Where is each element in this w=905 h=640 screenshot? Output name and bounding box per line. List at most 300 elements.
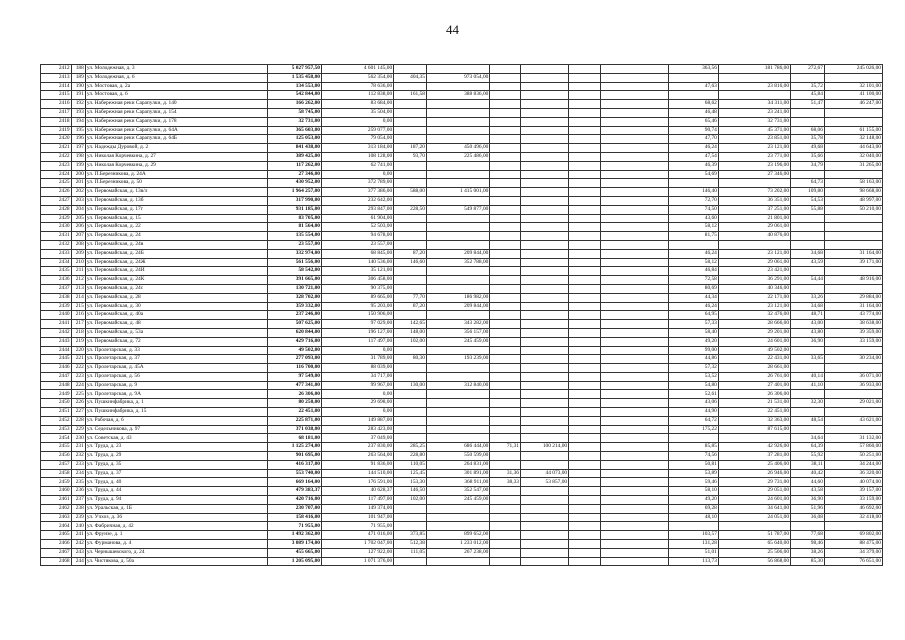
volume-col-2-cell	[490, 276, 521, 285]
volume-col-5-cell: 54,69	[668, 170, 718, 179]
sub-number-cell: 204	[71, 205, 85, 214]
volume-col-3-cell	[569, 469, 601, 478]
row-number-cell: 2434	[41, 258, 72, 267]
row-number-cell: 2450	[41, 399, 72, 408]
table-row	[41, 161, 883, 170]
page-number: 44	[446, 22, 459, 37]
cost-col-1-cell: 83 684,00	[322, 100, 394, 109]
volume-col-1-cell	[394, 232, 427, 241]
row-number-cell: 2415	[41, 91, 72, 100]
cost-col-3-cell	[520, 73, 568, 82]
sub-number-cell: 193	[71, 108, 85, 117]
volume-col-2-cell	[490, 267, 521, 276]
address-cell: ул. Пролетарская, д. 56	[85, 372, 268, 381]
volume-col-3-cell	[569, 434, 601, 443]
cost-col-5-cell: 22 451,00	[718, 408, 790, 417]
volume-col-1-cell: 404,35	[394, 73, 427, 82]
cost-col-6-cell	[824, 390, 882, 399]
table-row	[41, 179, 883, 188]
volume-col-2-cell	[490, 425, 521, 434]
sub-number-cell: 238	[71, 504, 85, 513]
volume-col-6-cell	[791, 240, 825, 249]
cost-col-1-cell: 29 698,00	[322, 399, 394, 408]
volume-col-2-cell	[490, 346, 521, 355]
cost-col-2-cell: 312 840,00	[426, 381, 489, 390]
cost-col-2-cell	[426, 126, 489, 135]
cost-col-4-cell	[600, 179, 668, 188]
volume-col-6-cell: 77,68	[791, 531, 825, 540]
address-cell: ул. Набережная реки Сарапулки, д. 178	[85, 117, 268, 126]
row-number-cell: 2455	[41, 443, 72, 452]
cost-col-2-cell: 193 239,00	[426, 355, 489, 364]
total-cost-cell: 391 665,00	[268, 276, 322, 285]
volume-col-3-cell	[569, 161, 601, 170]
cost-col-1-cell: 377 386,00	[322, 188, 394, 197]
volume-col-2-cell	[490, 452, 521, 461]
total-cost-cell: 359 332,00	[268, 302, 322, 311]
sub-number-cell: 196	[71, 135, 85, 144]
table-row	[41, 346, 883, 355]
cost-col-5-cell: 45 371,00	[718, 126, 790, 135]
cost-col-1-cell: 0,00	[322, 170, 394, 179]
volume-col-3-cell	[569, 152, 601, 161]
volume-col-1-cell	[394, 117, 427, 126]
address-cell: ул. Первомайская, д. 17г	[85, 205, 268, 214]
volume-col-1-cell	[394, 408, 427, 417]
cost-col-4-cell	[600, 372, 668, 381]
cost-col-3-cell	[520, 487, 568, 496]
volume-col-6-cell	[791, 284, 825, 293]
cost-col-4-cell	[600, 540, 668, 549]
sub-number-cell: 237	[71, 496, 85, 505]
volume-col-3-cell	[569, 548, 601, 557]
cost-col-3-cell	[520, 557, 568, 566]
register-table	[40, 64, 883, 566]
address-cell: ул. Первомайская, д. 48	[85, 320, 268, 329]
cost-col-5-cell: 23 121,00	[718, 249, 790, 258]
row-number-cell: 2446	[41, 364, 72, 373]
volume-col-1-cell: 111,05	[394, 548, 427, 557]
total-cost-cell: 669 164,00	[268, 478, 322, 487]
total-cost-cell: 125 053,00	[268, 135, 322, 144]
table-row	[41, 504, 883, 513]
cost-col-4-cell	[600, 478, 668, 487]
cost-col-4-cell	[600, 399, 668, 408]
volume-col-2-cell	[490, 284, 521, 293]
volume-col-2-cell	[490, 399, 521, 408]
volume-col-1-cell: 142,65	[394, 320, 427, 329]
cost-col-3-cell	[520, 452, 568, 461]
volume-col-5-cell: 48,10	[668, 513, 718, 522]
volume-col-2-cell	[490, 117, 521, 126]
table-row	[41, 73, 883, 82]
address-cell: ул. Молодежная, д. 6	[85, 73, 268, 82]
cost-col-2-cell	[426, 504, 489, 513]
cost-col-3-cell	[520, 214, 568, 223]
volume-col-3-cell	[569, 540, 601, 549]
cost-col-1-cell: 140 536,00	[322, 258, 394, 267]
address-cell: ул. Первомайская, д. 24Ж	[85, 258, 268, 267]
volume-col-2-cell	[490, 73, 521, 82]
cost-col-6-cell	[824, 425, 882, 434]
sub-number-cell: 194	[71, 117, 85, 126]
volume-col-2-cell	[490, 188, 521, 197]
volume-col-5-cell: 175,22	[668, 425, 718, 434]
volume-col-5-cell	[668, 179, 718, 188]
cost-col-3-cell	[520, 240, 568, 249]
volume-col-3-cell	[569, 267, 601, 276]
row-number-cell: 2461	[41, 496, 72, 505]
sub-number-cell: 232	[71, 452, 85, 461]
cost-col-5-cell: 23 421,00	[718, 267, 790, 276]
cost-col-5-cell: 181 786,00	[718, 65, 790, 74]
volume-col-1-cell	[394, 522, 427, 531]
cost-col-1-cell: 0,00	[322, 408, 394, 417]
row-number-cell: 2426	[41, 188, 72, 197]
row-number-cell: 2424	[41, 170, 72, 179]
cost-col-3-cell	[520, 460, 568, 469]
address-cell: ул. Советская, д. 43	[85, 434, 268, 443]
volume-col-2-cell	[490, 82, 521, 91]
cost-col-3-cell	[520, 82, 568, 91]
row-number-cell: 2452	[41, 416, 72, 425]
address-cell: ул. Труда, д. 40	[85, 478, 268, 487]
row-number-cell: 2423	[41, 161, 72, 170]
volume-col-3-cell	[569, 108, 601, 117]
cost-col-2-cell	[426, 232, 489, 241]
address-cell: ул. Первомайская, д. 13б	[85, 196, 268, 205]
volume-col-3-cell	[569, 320, 601, 329]
volume-col-2-cell	[490, 152, 521, 161]
row-number-cell: 2463	[41, 513, 72, 522]
volume-col-6-cell	[791, 117, 825, 126]
cost-col-3-cell	[520, 390, 568, 399]
cost-col-4-cell	[600, 91, 668, 100]
sub-number-cell: 208	[71, 240, 85, 249]
volume-col-2-cell	[490, 179, 521, 188]
volume-col-6-cell: 38,11	[791, 460, 825, 469]
cost-col-4-cell	[600, 232, 668, 241]
sub-number-cell: 219	[71, 337, 85, 346]
volume-col-1-cell	[394, 276, 427, 285]
volume-col-1-cell	[394, 65, 427, 74]
cost-col-5-cell: 29 061,00	[718, 223, 790, 232]
table-row	[41, 487, 883, 496]
cost-col-2-cell	[426, 284, 489, 293]
volume-col-1-cell: 373,85	[394, 531, 427, 540]
cost-col-1-cell: 0,00	[322, 346, 394, 355]
cost-col-2-cell: 264 831,00	[426, 460, 489, 469]
volume-col-3-cell	[569, 531, 601, 540]
row-number-cell: 2432	[41, 240, 72, 249]
sub-number-cell: 205	[71, 214, 85, 223]
cost-col-6-cell: 36 320,00	[824, 469, 882, 478]
volume-col-1-cell	[394, 126, 427, 135]
cost-col-2-cell: 209 844,00	[426, 302, 489, 311]
cost-col-1-cell: 52 503,00	[322, 223, 394, 232]
volume-col-1-cell: 125,45	[394, 469, 427, 478]
cost-col-2-cell	[426, 170, 489, 179]
table-row	[41, 548, 883, 557]
row-number-cell: 2449	[41, 390, 72, 399]
total-cost-cell: 230 707,00	[268, 504, 322, 513]
row-number-cell: 2465	[41, 531, 72, 540]
cost-col-1-cell: 562 354,00	[322, 73, 394, 82]
sub-number-cell: 217	[71, 320, 85, 329]
cost-col-6-cell: 46 247,00	[824, 100, 882, 109]
volume-col-3-cell	[569, 73, 601, 82]
total-cost-cell: 479 383,37	[268, 487, 322, 496]
table-row	[41, 496, 883, 505]
total-cost-cell: 80 250,00	[268, 399, 322, 408]
cost-col-1-cell: 91 836,00	[322, 460, 394, 469]
volume-col-5-cell: 90,74	[668, 126, 718, 135]
volume-col-2-cell	[490, 557, 521, 566]
sub-number-cell: 241	[71, 531, 85, 540]
cost-col-6-cell: 245 026,00	[824, 65, 882, 74]
cost-col-5-cell: 29 201,00	[718, 328, 790, 337]
cost-col-1-cell: 62 741,00	[322, 161, 394, 170]
cost-col-6-cell: 76 651,00	[824, 557, 882, 566]
volume-col-6-cell	[791, 170, 825, 179]
cost-col-4-cell	[600, 328, 668, 337]
cost-col-6-cell	[824, 408, 882, 417]
volume-col-5-cell: 113,73	[668, 557, 718, 566]
volume-col-6-cell: 43,80	[791, 328, 825, 337]
cost-col-6-cell: 33 159,00	[824, 337, 882, 346]
cost-col-4-cell	[600, 108, 668, 117]
volume-col-3-cell	[569, 364, 601, 373]
volume-col-5-cell: 46,39	[668, 161, 718, 170]
address-cell: ул. Набережная реки Сарапулки, д. 64А	[85, 126, 268, 135]
row-number-cell: 2419	[41, 126, 72, 135]
row-number-cell: 2437	[41, 284, 72, 293]
volume-col-5-cell: 85,85	[668, 443, 718, 452]
cost-col-1-cell: 150 906,00	[322, 311, 394, 320]
volume-col-6-cell: 43,58	[791, 487, 825, 496]
cost-col-6-cell	[824, 232, 882, 241]
cost-col-5-cell: 40 346,00	[718, 284, 790, 293]
volume-col-6-cell: 49,68	[791, 144, 825, 153]
sub-number-cell: 228	[71, 416, 85, 425]
volume-col-1-cell	[394, 135, 427, 144]
cost-col-1-cell: 101 947,00	[322, 513, 394, 522]
cost-col-1-cell: 94 678,00	[322, 232, 394, 241]
volume-col-6-cell: 48,71	[791, 311, 825, 320]
cost-col-3-cell	[520, 434, 568, 443]
volume-col-3-cell	[569, 337, 601, 346]
total-cost-cell: 542 844,00	[268, 91, 322, 100]
cost-col-3-cell	[520, 381, 568, 390]
cost-col-2-cell: 973 054,00	[426, 73, 489, 82]
cost-col-6-cell: 88 475,00	[824, 540, 882, 549]
volume-col-5-cell: 69,28	[668, 504, 718, 513]
volume-col-1-cell: 148,00	[394, 328, 427, 337]
cost-col-4-cell	[600, 531, 668, 540]
volume-col-1-cell: 80,30	[394, 355, 427, 364]
sub-number-cell: 235	[71, 478, 85, 487]
table-row	[41, 82, 883, 91]
cost-col-2-cell: 549 877,00	[426, 205, 489, 214]
volume-col-5-cell: 57,32	[668, 364, 718, 373]
row-number-cell: 2454	[41, 434, 72, 443]
volume-col-3-cell	[569, 170, 601, 179]
total-cost-cell: 1 205 095,00	[268, 557, 322, 566]
row-number-cell: 2436	[41, 276, 72, 285]
cost-col-5-cell: 26 946,00	[718, 469, 790, 478]
table-row	[41, 284, 883, 293]
cost-col-1-cell: 71 955,00	[322, 522, 394, 531]
table-row	[41, 223, 883, 232]
table-row	[41, 372, 883, 381]
volume-col-6-cell: 33,26	[791, 293, 825, 302]
volume-col-1-cell: 87,20	[394, 249, 427, 258]
volume-col-5-cell: 99,00	[668, 346, 718, 355]
total-cost-cell: 1 492 362,00	[268, 531, 322, 540]
row-number-cell: 2440	[41, 311, 72, 320]
volume-col-2-cell	[490, 487, 521, 496]
cost-col-5-cell: 26 761,00	[718, 372, 790, 381]
cost-col-3-cell	[520, 267, 568, 276]
sub-number-cell: 195	[71, 126, 85, 135]
row-number-cell: 2417	[41, 108, 72, 117]
volume-col-6-cell	[791, 232, 825, 241]
cost-col-1-cell: 0,00	[322, 390, 394, 399]
cost-col-2-cell	[426, 135, 489, 144]
total-cost-cell: 1 964 257,00	[268, 188, 322, 197]
volume-col-1-cell	[394, 223, 427, 232]
sub-number-cell: 197	[71, 144, 85, 153]
cost-col-2-cell	[426, 434, 489, 443]
total-cost-cell: 389 425,00	[268, 152, 322, 161]
total-cost-cell: 81 564,00	[268, 223, 322, 232]
volume-col-2-cell	[490, 144, 521, 153]
volume-col-2-cell	[490, 232, 521, 241]
cost-col-4-cell	[600, 135, 668, 144]
volume-col-3-cell	[569, 311, 601, 320]
total-cost-cell: 328 702,00	[268, 293, 322, 302]
volume-col-5-cell: 131,28	[668, 540, 718, 549]
sub-number-cell: 190	[71, 82, 85, 91]
cost-col-4-cell	[600, 460, 668, 469]
cost-col-4-cell	[600, 205, 668, 214]
volume-col-3-cell	[569, 390, 601, 399]
table-row	[41, 320, 883, 329]
volume-col-2-cell	[490, 548, 521, 557]
volume-col-2-cell	[490, 258, 521, 267]
table-row	[41, 557, 883, 566]
volume-col-6-cell	[791, 408, 825, 417]
volume-col-1-cell	[394, 425, 427, 434]
cost-col-1-cell: 232 642,00	[322, 196, 394, 205]
volume-col-6-cell	[791, 425, 825, 434]
cost-col-6-cell: 36 071,00	[824, 372, 882, 381]
cost-col-5-cell: 23 771,00	[718, 152, 790, 161]
cost-col-1-cell: 117 497,00	[322, 496, 394, 505]
volume-col-1-cell: 228,50	[394, 205, 427, 214]
cost-col-5-cell: 73 202,00	[718, 188, 790, 197]
volume-col-2-cell	[490, 460, 521, 469]
register-rows	[41, 65, 883, 566]
volume-col-3-cell	[569, 232, 601, 241]
cost-col-3-cell	[520, 91, 568, 100]
cost-col-2-cell: 352 788,00	[426, 258, 489, 267]
volume-col-3-cell	[569, 460, 601, 469]
row-number-cell: 2431	[41, 232, 72, 241]
volume-col-6-cell	[791, 346, 825, 355]
cost-col-2-cell	[426, 240, 489, 249]
cost-col-1-cell: 37 049,00	[322, 434, 394, 443]
address-cell: ул. Мостовая, д. 6	[85, 91, 268, 100]
volume-col-5-cell	[668, 434, 718, 443]
volume-col-5-cell: 44,86	[668, 355, 718, 364]
sub-number-cell: 242	[71, 540, 85, 549]
cost-col-5-cell: 87 615,00	[718, 425, 790, 434]
row-number-cell: 2430	[41, 223, 72, 232]
cost-col-1-cell: 79 054,00	[322, 135, 394, 144]
address-cell: ул. Первомайская, д. 15	[85, 214, 268, 223]
volume-col-6-cell	[791, 522, 825, 531]
volume-col-2-cell	[490, 293, 521, 302]
cost-col-3-cell	[520, 144, 568, 153]
volume-col-6-cell	[791, 214, 825, 223]
volume-col-5-cell: 50,81	[668, 460, 718, 469]
volume-col-5-cell: 53,52	[668, 372, 718, 381]
cost-col-4-cell	[600, 170, 668, 179]
cost-col-4-cell	[600, 381, 668, 390]
row-number-cell: 2442	[41, 328, 72, 337]
volume-col-6-cell: 55,92	[791, 452, 825, 461]
sub-number-cell: 214	[71, 293, 85, 302]
total-cost-cell: 26 306,00	[268, 390, 322, 399]
volume-col-5-cell: 46,48	[668, 108, 718, 117]
volume-col-6-cell	[791, 73, 825, 82]
volume-col-6-cell: 36,08	[791, 513, 825, 522]
volume-col-5-cell: 81,75	[668, 232, 718, 241]
cost-col-4-cell	[600, 311, 668, 320]
sub-number-cell: 207	[71, 232, 85, 241]
volume-col-1-cell	[394, 108, 427, 117]
sub-number-cell: 233	[71, 460, 85, 469]
sub-number-cell: 230	[71, 434, 85, 443]
cost-col-5-cell: 24 601,00	[718, 337, 790, 346]
address-cell: ул. Фурманова, д. 4	[85, 540, 268, 549]
cost-col-5-cell: 24 601,00	[718, 496, 790, 505]
cost-col-2-cell: 368 911,00	[426, 478, 489, 487]
cost-col-4-cell	[600, 196, 668, 205]
volume-col-1-cell	[394, 557, 427, 566]
address-cell: ул. Первомайская, д. 53а	[85, 328, 268, 337]
row-number-cell: 2435	[41, 267, 72, 276]
cost-col-1-cell: 97 029,00	[322, 320, 394, 329]
volume-col-1-cell	[394, 267, 427, 276]
cost-col-6-cell: 44 643,00	[824, 144, 882, 153]
volume-col-2-cell	[490, 126, 521, 135]
volume-col-6-cell: 43,00	[791, 320, 825, 329]
volume-col-2-cell	[490, 65, 521, 74]
row-number-cell: 2445	[41, 355, 72, 364]
volume-col-2-cell	[490, 161, 521, 170]
volume-col-2-cell	[490, 240, 521, 249]
volume-col-3-cell	[569, 144, 601, 153]
volume-col-2-cell	[490, 135, 521, 144]
volume-col-5-cell: 58,12	[668, 223, 718, 232]
total-cost-cell: 553 740,00	[268, 469, 322, 478]
cost-col-1-cell: 112 838,00	[322, 91, 394, 100]
cost-col-4-cell	[600, 522, 668, 531]
cost-col-6-cell: 48 997,00	[824, 196, 882, 205]
cost-col-1-cell: 88 039,00	[322, 364, 394, 373]
